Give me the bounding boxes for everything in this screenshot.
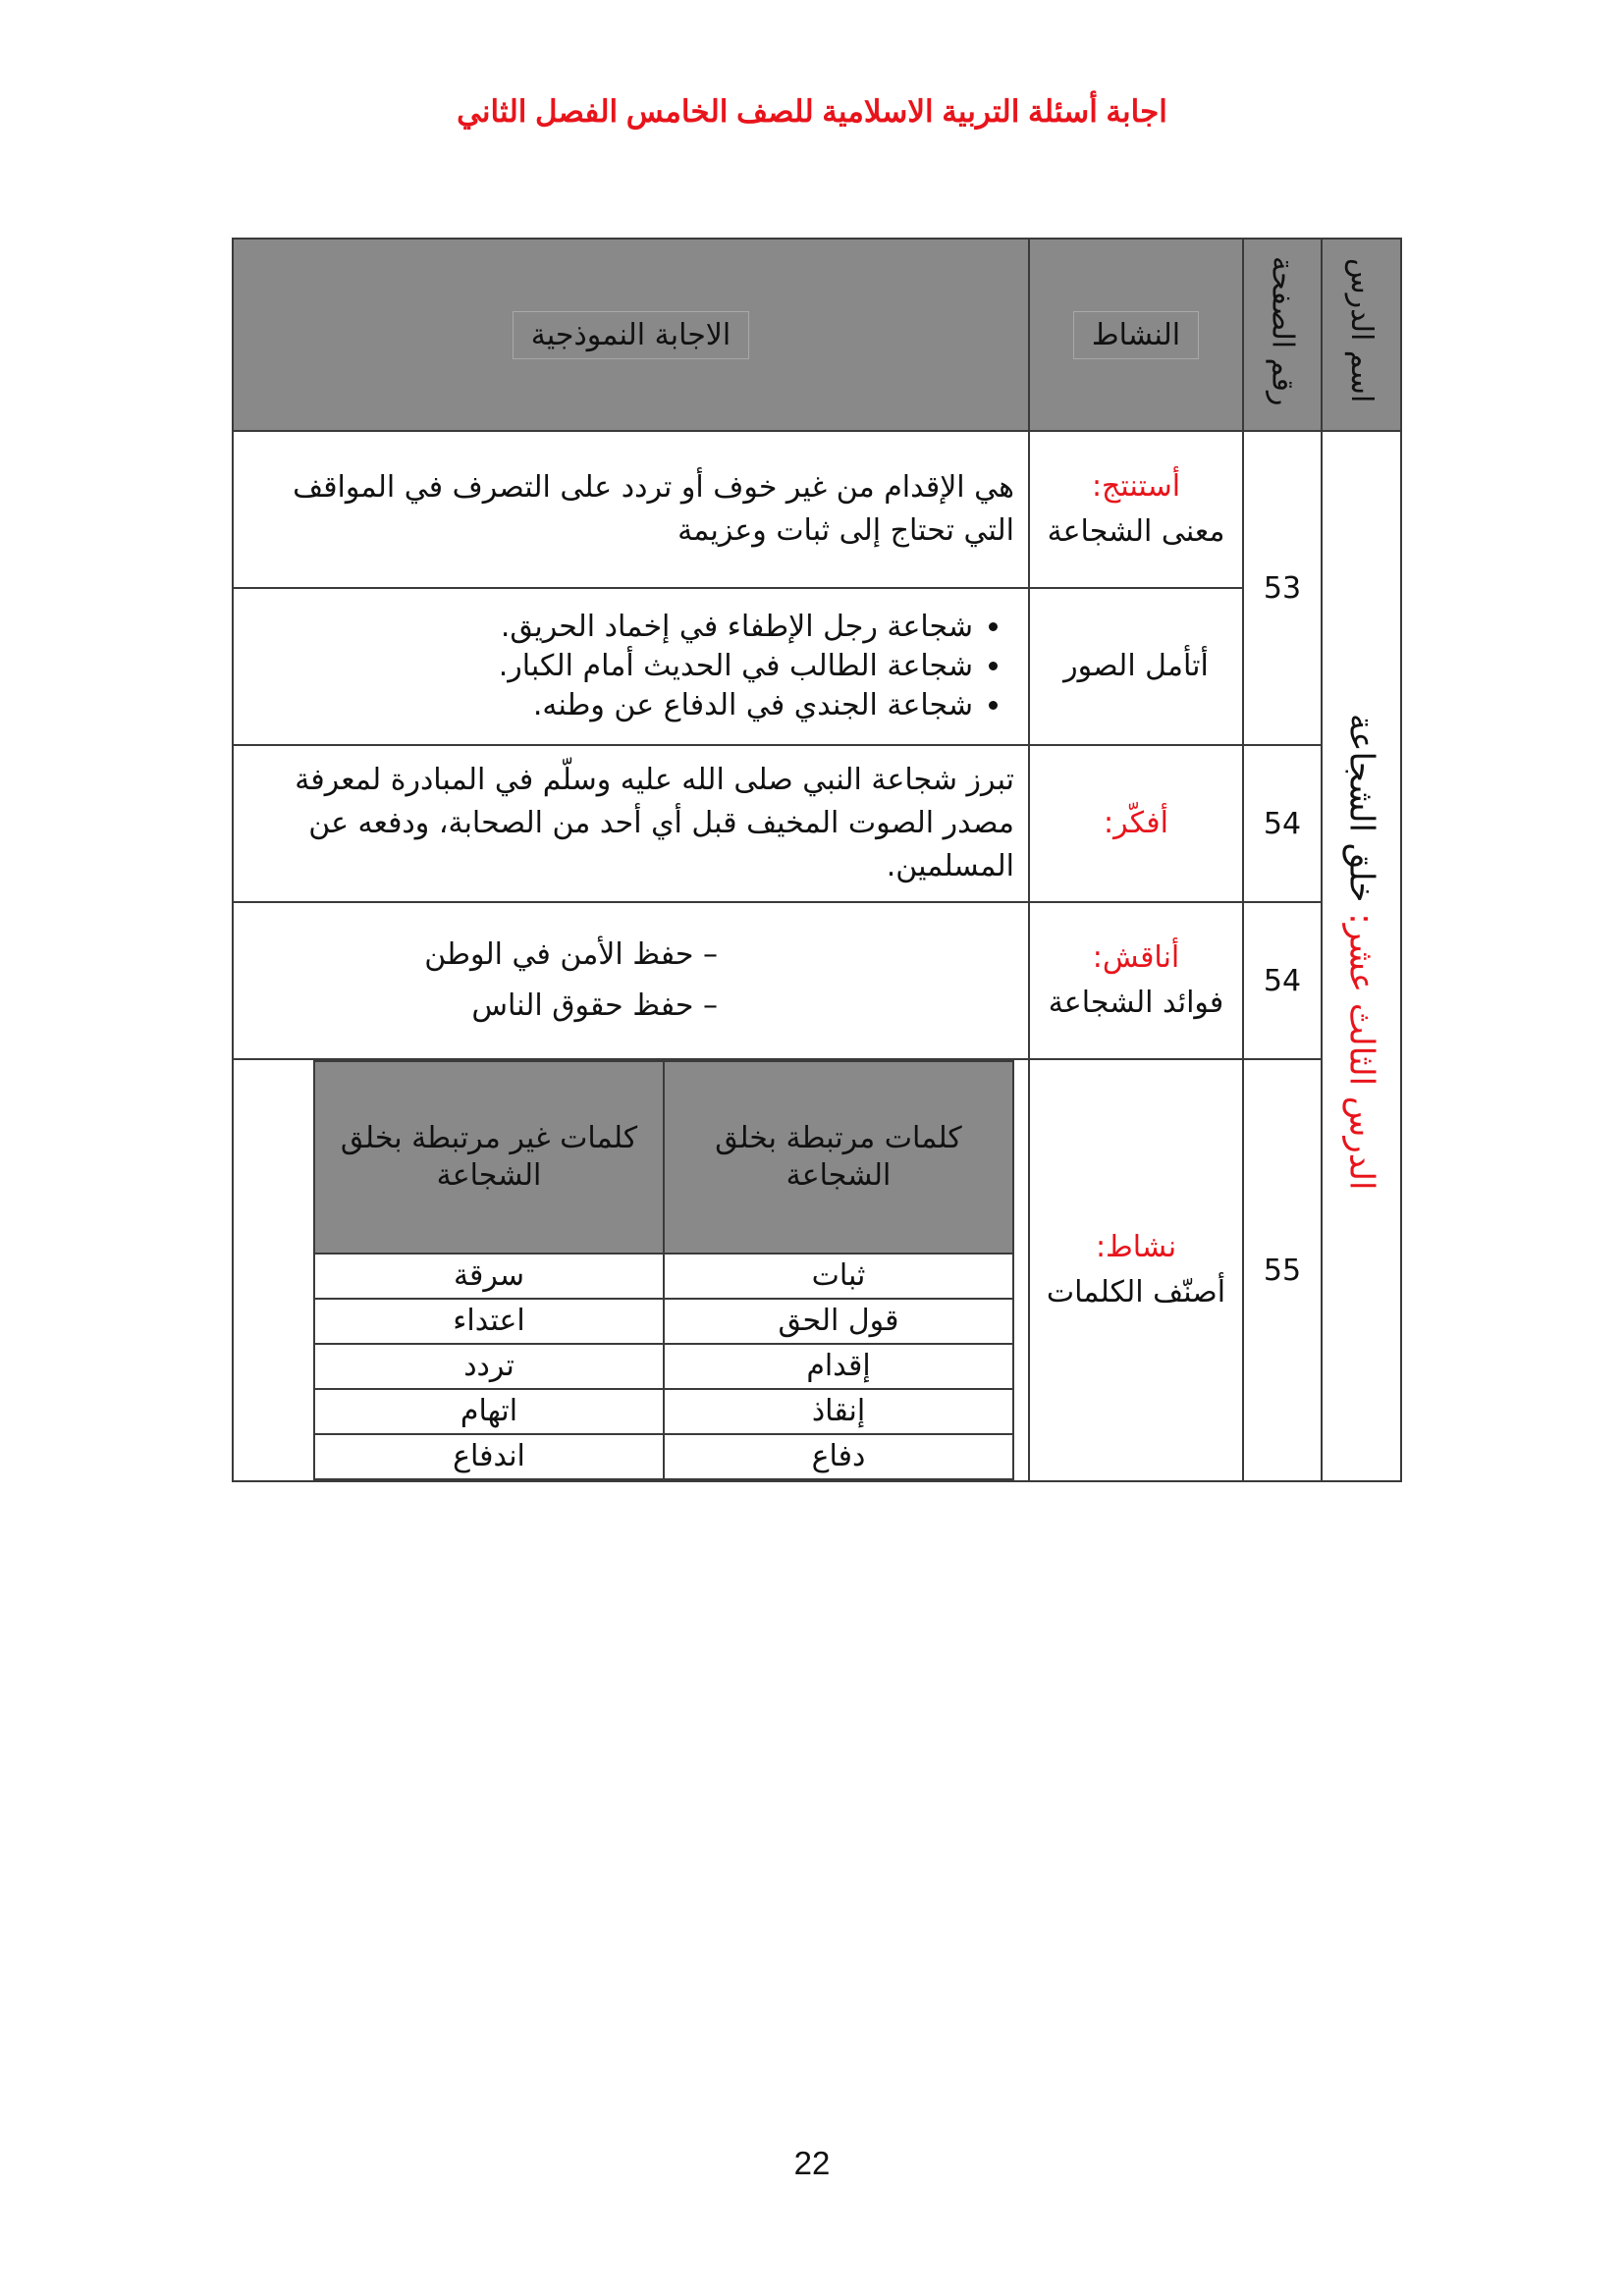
- classification-table: [313, 1060, 1014, 1480]
- table-header-row: [233, 239, 1401, 431]
- header-model-answer: الاجابة النموذجية: [233, 239, 1029, 431]
- answer-cell: [233, 1059, 1029, 1481]
- activity-cell: [1029, 745, 1243, 902]
- unrelated-word: اتهام: [314, 1389, 664, 1434]
- related-words-header: كلمات مرتبطة بخلق الشجاعة: [664, 1061, 1013, 1254]
- activity-text: معنى الشجاعة: [1047, 514, 1225, 549]
- table-row: [233, 431, 1401, 588]
- header-lesson-name: اسم الدرس: [1322, 239, 1401, 431]
- table-row: [314, 1254, 1013, 1299]
- page-number-cell: 53: [1243, 431, 1322, 745]
- table-row: [233, 745, 1401, 902]
- related-word: إنقاذ: [664, 1389, 1013, 1434]
- answer-cell: [233, 588, 1029, 745]
- answer-bullets: [247, 608, 1014, 725]
- unrelated-words-header: كلمات غير مرتبطة بخلق الشجاعة: [314, 1061, 664, 1254]
- list-item: • شجاعة الطالب في الحديث أمام الكبار.: [247, 647, 973, 686]
- unrelated-word: سرقة: [314, 1254, 664, 1299]
- table-row: [314, 1434, 1013, 1479]
- unrelated-word: اندفاع: [314, 1434, 664, 1479]
- lesson-name: الدرس الثالث عشر: خلق الشجاعة: [1341, 714, 1381, 1191]
- activity-text: أصنّف الكلمات: [1046, 1275, 1226, 1309]
- activity-label: أستنتج:: [1091, 469, 1181, 504]
- activity-label: أناقش:: [1092, 940, 1180, 975]
- table-row: [233, 902, 1401, 1059]
- table-row: [233, 588, 1401, 745]
- table-row: [233, 1059, 1401, 1481]
- header-page-number: رقم الصفحة: [1243, 239, 1322, 431]
- related-word: قول الحق: [664, 1299, 1013, 1344]
- list-item: • شجاعة رجل الإطفاء في إخماد الحريق.: [247, 608, 973, 647]
- related-word: دفاع: [664, 1434, 1013, 1479]
- activity-text: فوائد الشجاعة: [1048, 986, 1224, 1020]
- activity-label: نشاط:: [1095, 1230, 1177, 1264]
- answer-cell: تبرز شجاعة النبي صلى الله عليه وسلّم في المبادرة لمعرفة مصدر الصوت المخيف قبل أي أحد من الصحابة، ودفعه عن المسلمين.: [233, 745, 1029, 902]
- page-number-cell: 55: [1243, 1059, 1322, 1481]
- activity-label: أفكّر:: [1104, 806, 1168, 840]
- table-row: [314, 1344, 1013, 1389]
- related-word: ثبات: [664, 1254, 1013, 1299]
- related-word: إقدام: [664, 1344, 1013, 1389]
- page-number: 22: [793, 2145, 831, 2181]
- activity-cell: [1029, 1059, 1243, 1481]
- table-row: [314, 1389, 1013, 1434]
- header-activity: النشاط: [1029, 239, 1243, 431]
- lesson-name-cell: [1322, 431, 1401, 1481]
- page-number-cell: 54: [1243, 902, 1322, 1059]
- answer-dash-list: [247, 930, 973, 1032]
- answer-cell: [233, 902, 1029, 1059]
- activity-cell: [1029, 431, 1243, 588]
- activity-text: أتأمل الصور: [1063, 649, 1209, 683]
- unrelated-word: تردد: [314, 1344, 664, 1389]
- activity-cell: [1029, 902, 1243, 1059]
- list-item: – حفظ الأمن في الوطن: [247, 930, 718, 981]
- activity-cell: [1029, 588, 1243, 745]
- answers-table: [232, 238, 1402, 1482]
- classification-header-row: [314, 1061, 1013, 1254]
- unrelated-word: اعتداء: [314, 1299, 664, 1344]
- table-row: [314, 1299, 1013, 1344]
- list-item: • شجاعة الجندي في الدفاع عن وطنه.: [247, 686, 973, 725]
- answer-cell: هي الإقدام من غير خوف أو تردد على التصرف في المواقف التي تحتاج إلى ثبات وعزيمة: [233, 431, 1029, 588]
- list-item: – حفظ حقوق الناس: [247, 981, 718, 1032]
- page-title: اجابة أسئلة التربية الاسلامية للصف الخامس الفصل الثاني: [457, 94, 1167, 129]
- page-number-cell: 54: [1243, 745, 1322, 902]
